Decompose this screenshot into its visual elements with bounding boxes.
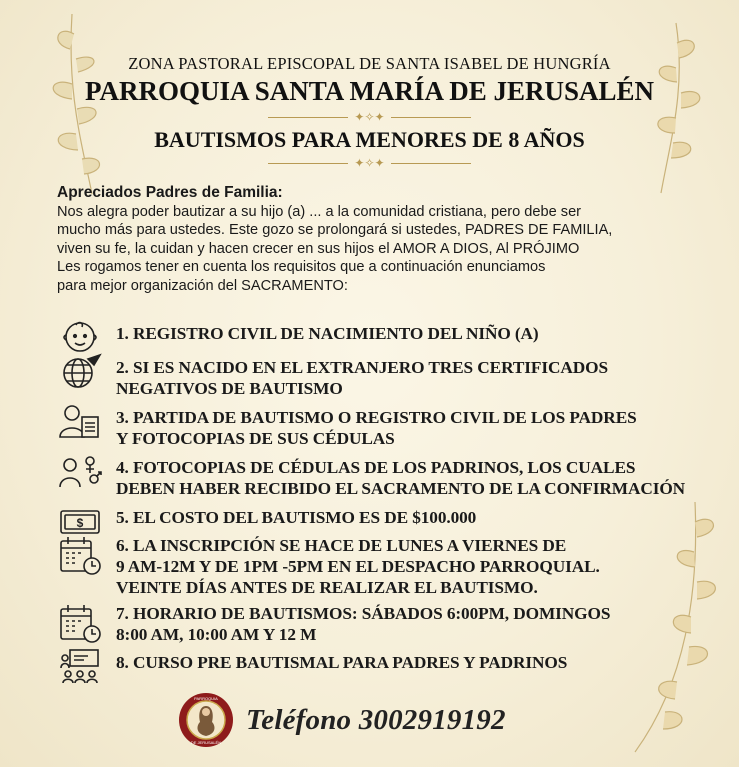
intro-line: Les rogamos tener en cuenta los requisitos que a continuación enunciamos	[57, 259, 546, 276]
phone-text: Teléfono 3002919192	[246, 703, 506, 736]
intro-line: para mejor organización del SACRAMENTO:	[57, 277, 348, 294]
greeting: Apreciados Padres de Familia:	[57, 184, 283, 201]
baby-face-icon	[58, 319, 102, 355]
zone-title: ZONA PASTORAL EPISCOPAL DE SANTA ISABEL DE HUNGRÍA	[128, 54, 611, 73]
requirement-item	[58, 457, 698, 499]
ornament-divider: ✦✧✦	[0, 110, 739, 124]
calendar-clock-icon	[58, 599, 102, 643]
parish-title: PARROQUIA SANTA MARÍA DE JERUSALÉN	[84, 76, 655, 106]
header	[0, 54, 739, 173]
requirement-text: 4. FOTOCOPIAS DE CÉDULAS DE LOS PADRINOS, LOS CUALES DEBEN HABER RECIBIDO EL SACRAMENTO DE LA CONFIRMACIÓN	[116, 458, 686, 498]
requirement-text: 8. CURSO PRE BAUTISMAL PARA PADRES Y PADRINOS	[116, 653, 568, 672]
requirement-text: 6. LA INSCRIPCIÓN SE HACE DE LUNES A VIERNES DE 9 AM-12M Y DE 1PM -5PM EN EL DESPACHO PARROQUIAL. VEINTE DÍAS ANTES DE REALIZAR EL BAUTISMO.	[116, 536, 600, 597]
requirement-item	[58, 323, 698, 355]
classroom-icon	[58, 648, 102, 684]
intro-line: viven su fe, la cuidan y hacen crecer en sus hijos el AMOR A DIOS, Al PRÓJIMO	[57, 240, 580, 257]
svg-text:PARROQUIA: PARROQUIA	[194, 696, 218, 701]
subtitle: BAUTISMOS PARA MENORES DE 8 AÑOS	[154, 127, 585, 152]
person-document-icon	[58, 403, 102, 439]
requirement-item	[58, 652, 698, 684]
requirement-text: 3. PARTIDA DE BAUTISMO O REGISTRO CIVIL DE LOS PADRES Y FOTOCOPIAS DE SUS CÉDULAS	[116, 408, 637, 448]
requirement-text: 5. EL COSTO DEL BAUTISMO ES DE $100.000	[116, 508, 477, 527]
parish-logo	[178, 692, 234, 748]
intro-line: Nos alegra poder bautizar a su hijo (a) ... a la comunidad cristiana, pero debe ser	[57, 203, 582, 220]
requirement-item	[58, 535, 698, 598]
intro-paragraph	[57, 184, 713, 296]
svg-text:DE JERUSALÉN: DE JERUSALÉN	[190, 740, 222, 745]
intro-line: mucho más para ustedes. Este gozo se prolongará si ustedes, PADRES DE FAMILIA,	[57, 222, 613, 239]
godparents-icon	[58, 453, 102, 489]
globe-plane-icon	[58, 353, 102, 389]
svg-text:$: $	[76, 516, 84, 530]
requirement-item	[58, 407, 698, 449]
requirement-text: 1. REGISTRO CIVIL DE NACIMIENTO DEL NIÑO (A)	[116, 324, 539, 343]
requirement-item	[58, 357, 698, 399]
calendar-clock-icon	[58, 531, 102, 575]
ornament-divider-2: ✦✧✦	[0, 156, 739, 170]
footer	[178, 690, 506, 750]
requirement-text: 7. HORARIO DE BAUTISMOS: SÁBADOS 6:00PM, DOMINGOS 8:00 AM, 10:00 AM Y 12 M	[116, 604, 611, 644]
requirement-text: 2. SI ES NACIDO EN EL EXTRANJERO TRES CERTIFICADOS NEGATIVOS DE BAUTISMO	[116, 358, 608, 398]
requirement-item	[58, 603, 698, 645]
